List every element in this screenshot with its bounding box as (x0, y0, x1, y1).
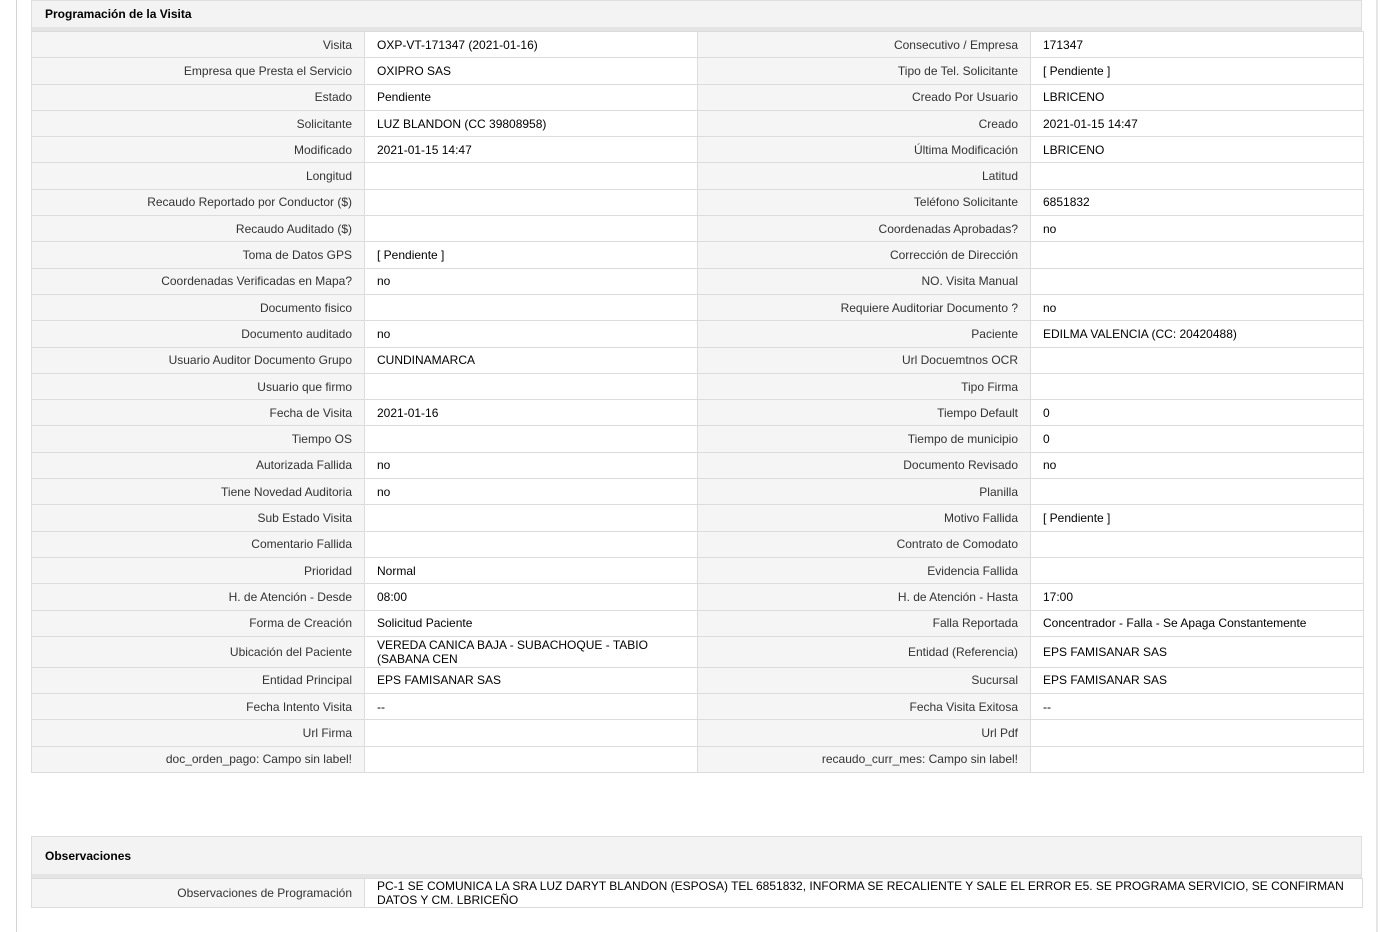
field-value (1031, 720, 1364, 746)
field-value: EPS FAMISANAR SAS (1031, 667, 1364, 693)
table-row (32, 531, 1364, 557)
field-label: Tiene Novedad Auditoria (32, 479, 365, 505)
field-label: Creado (698, 110, 1031, 136)
table-row (32, 268, 1364, 294)
table-row (32, 110, 1364, 136)
field-label: Tipo Firma (698, 373, 1031, 399)
table-row (32, 373, 1364, 399)
field-label: Tiempo OS (32, 426, 365, 452)
field-label: NO. Visita Manual (698, 268, 1031, 294)
observaciones-value: PC-1 SE COMUNICA LA SRA LUZ DARYT BLANDON (ESPOSA) TEL 6851832, INFORMA SE RECALIENTE Y SALE EL ERROR E5. SE PROGRAMA SERVICIO, SE CONFIRMAN DATOS Y CM. LBRICEÑO (365, 879, 1363, 908)
field-value: no (365, 268, 698, 294)
table-row (32, 746, 1364, 772)
table-row (32, 347, 1364, 373)
field-value: LBRICENO (1031, 137, 1364, 163)
field-value: -- (1031, 694, 1364, 720)
field-value: no (365, 479, 698, 505)
field-label: Longitud (32, 163, 365, 189)
programacion-header (31, 0, 1362, 27)
field-label: Latitud (698, 163, 1031, 189)
table-row (32, 667, 1364, 693)
field-value: Concentrador - Falla - Se Apaga Constantemente (1031, 610, 1364, 636)
programacion-title: Programación de la Visita (45, 7, 192, 21)
observaciones-title: Observaciones (45, 848, 132, 863)
field-value: 2021-01-15 14:47 (1031, 110, 1364, 136)
table-row (32, 636, 1364, 667)
field-label: Fecha Intento Visita (32, 694, 365, 720)
field-value (1031, 479, 1364, 505)
field-value (365, 531, 698, 557)
field-value: VEREDA CANICA BAJA - SUBACHOQUE - TABIO (SABANA CEN (365, 636, 698, 667)
field-value (1031, 746, 1364, 772)
table-row (32, 32, 1364, 58)
field-value (365, 163, 698, 189)
field-label: Url Pdf (698, 720, 1031, 746)
field-value (1031, 347, 1364, 373)
field-label: Falla Reportada (698, 610, 1031, 636)
field-label: Documento Revisado (698, 452, 1031, 478)
field-value (365, 189, 698, 215)
field-value (365, 505, 698, 531)
observaciones-header (31, 836, 1362, 874)
field-label: Entidad (Referencia) (698, 636, 1031, 667)
field-value: no (365, 452, 698, 478)
field-label: Tipo de Tel. Solicitante (698, 58, 1031, 84)
field-label: Entidad Principal (32, 667, 365, 693)
table-row (32, 400, 1364, 426)
field-value: [ Pendiente ] (1031, 505, 1364, 531)
table-row (32, 694, 1364, 720)
field-label: Corrección de Dirección (698, 242, 1031, 268)
field-label: Documento fisico (32, 294, 365, 320)
field-label: H. de Atención - Desde (32, 584, 365, 610)
field-value: OXIPRO SAS (365, 58, 698, 84)
field-value: 2021-01-15 14:47 (365, 137, 698, 163)
table-row (32, 879, 1363, 908)
table-row (32, 720, 1364, 746)
field-value: [ Pendiente ] (365, 242, 698, 268)
field-value: 6851832 (1031, 189, 1364, 215)
field-label: Creado Por Usuario (698, 84, 1031, 110)
field-value (1031, 242, 1364, 268)
scrollbar-track[interactable] (1376, 0, 1378, 932)
table-row (32, 294, 1364, 320)
table-row (32, 137, 1364, 163)
field-label: Tiempo Default (698, 400, 1031, 426)
field-label: Teléfono Solicitante (698, 189, 1031, 215)
table-row (32, 242, 1364, 268)
table-row (32, 452, 1364, 478)
field-value (1031, 531, 1364, 557)
field-label: Planilla (698, 479, 1031, 505)
programacion-table (31, 31, 1364, 773)
field-value: EPS FAMISANAR SAS (365, 667, 698, 693)
field-value (1031, 268, 1364, 294)
observaciones-panel (31, 836, 1362, 908)
field-value (365, 216, 698, 242)
field-label: Contrato de Comodato (698, 531, 1031, 557)
field-label: Paciente (698, 321, 1031, 347)
table-row (32, 189, 1364, 215)
table-row (32, 84, 1364, 110)
field-label: Recaudo Reportado por Conductor ($) (32, 189, 365, 215)
observaciones-table (31, 878, 1363, 908)
field-value: EDILMA VALENCIA (CC: 20420488) (1031, 321, 1364, 347)
field-label: Estado (32, 84, 365, 110)
field-value: 0 (1031, 426, 1364, 452)
field-label: Url Docuemtnos OCR (698, 347, 1031, 373)
field-label: Usuario que firmo (32, 373, 365, 399)
field-value: no (1031, 294, 1364, 320)
field-label: Última Modificación (698, 137, 1031, 163)
field-value: Solicitud Paciente (365, 610, 698, 636)
field-label: Url Firma (32, 720, 365, 746)
field-label: Coordenadas Aprobadas? (698, 216, 1031, 242)
field-value: LUZ BLANDON (CC 39808958) (365, 110, 698, 136)
field-label: Forma de Creación (32, 610, 365, 636)
field-value: Pendiente (365, 84, 698, 110)
field-label: Fecha de Visita (32, 400, 365, 426)
field-label: Recaudo Auditado ($) (32, 216, 365, 242)
table-row (32, 557, 1364, 583)
field-value (1031, 373, 1364, 399)
field-value: OXP-VT-171347 (2021-01-16) (365, 32, 698, 58)
field-label: Autorizada Fallida (32, 452, 365, 478)
field-value: EPS FAMISANAR SAS (1031, 636, 1364, 667)
field-value (1031, 557, 1364, 583)
field-label: Ubicación del Paciente (32, 636, 365, 667)
field-label: Requiere Auditoriar Documento ? (698, 294, 1031, 320)
field-value: 17:00 (1031, 584, 1364, 610)
field-value (365, 373, 698, 399)
field-label: Sub Estado Visita (32, 505, 365, 531)
table-row (32, 505, 1364, 531)
field-label: Usuario Auditor Documento Grupo (32, 347, 365, 373)
table-row (32, 58, 1364, 84)
field-label: Sucursal (698, 667, 1031, 693)
field-label: Motivo Fallida (698, 505, 1031, 531)
field-value: no (1031, 452, 1364, 478)
field-label: doc_orden_pago: Campo sin label! (32, 746, 365, 772)
field-value: 171347 (1031, 32, 1364, 58)
table-row (32, 321, 1364, 347)
field-value: [ Pendiente ] (1031, 58, 1364, 84)
field-value (365, 746, 698, 772)
field-value: CUNDINAMARCA (365, 347, 698, 373)
table-row (32, 479, 1364, 505)
field-label: Coordenadas Verificadas en Mapa? (32, 268, 365, 294)
table-row (32, 584, 1364, 610)
field-label: Prioridad (32, 557, 365, 583)
field-label: Fecha Visita Exitosa (698, 694, 1031, 720)
field-value: Normal (365, 557, 698, 583)
observaciones-label: Observaciones de Programación (32, 879, 365, 908)
field-value: no (365, 321, 698, 347)
field-label: H. de Atención - Hasta (698, 584, 1031, 610)
field-value (365, 426, 698, 452)
table-row (32, 610, 1364, 636)
field-label: Evidencia Fallida (698, 557, 1031, 583)
field-label: Tiempo de municipio (698, 426, 1031, 452)
programacion-panel (31, 0, 1362, 773)
field-label: Documento auditado (32, 321, 365, 347)
field-label: Toma de Datos GPS (32, 242, 365, 268)
field-label: Empresa que Presta el Servicio (32, 58, 365, 84)
field-value: 0 (1031, 400, 1364, 426)
field-value: -- (365, 694, 698, 720)
field-label: Modificado (32, 137, 365, 163)
field-value (365, 294, 698, 320)
field-value: LBRICENO (1031, 84, 1364, 110)
field-label: Solicitante (32, 110, 365, 136)
field-value: 2021-01-16 (365, 400, 698, 426)
field-value (1031, 163, 1364, 189)
field-value: 08:00 (365, 584, 698, 610)
field-value: no (1031, 216, 1364, 242)
table-row (32, 426, 1364, 452)
field-value (365, 720, 698, 746)
field-label: Visita (32, 32, 365, 58)
field-label: Comentario Fallida (32, 531, 365, 557)
field-label: Consecutivo / Empresa (698, 32, 1031, 58)
table-row (32, 163, 1364, 189)
field-label: recaudo_curr_mes: Campo sin label! (698, 746, 1031, 772)
table-row (32, 216, 1364, 242)
